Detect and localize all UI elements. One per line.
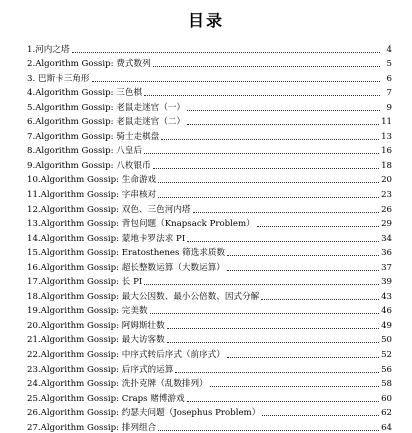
toc-leader-dots [227,357,379,358]
toc-entry-text: 26.Algorithm Gossip: 约瑟夫问题（Josephus Problem） [27,408,261,419]
toc-entry-page: 13 [381,131,392,142]
toc-entry-text: 2.Algorithm Gossip: 费式数列 [27,59,151,70]
toc-leader-dots [261,299,379,300]
toc-entry[interactable] [27,244,392,259]
toc-entry-text: 3. 巴斯卡三角形 [27,73,90,84]
toc-entry-text: 25.Algorithm Gossip: Craps 赌博游戏 [27,393,185,404]
toc-entry-text: 20.Algorithm Gossip: 阿姆斯壮数 [27,320,165,331]
toc-entry[interactable] [27,69,392,84]
toc-entry-text: 16.Algorithm Gossip: 超长整数运算（大数运算） [27,262,225,273]
toc-entry-page: 39 [381,277,392,288]
toc-title: 目录 [187,11,224,30]
toc-leader-dots [153,168,379,169]
toc-entry-page: 56 [381,364,392,375]
toc-entry-text: 5.Algorithm Gossip: 老鼠走迷官（一） [27,102,186,113]
toc-entry-page: 11 [381,117,392,128]
toc-entry-page: 20 [381,175,392,186]
toc-entry-text: 10.Algorithm Gossip: 生命游戏 [27,175,157,186]
toc-entry[interactable] [27,40,392,55]
toc-entry-text: 12.Algorithm Gossip: 双色、三色河内塔 [27,204,191,215]
toc-entry[interactable] [27,156,392,171]
toc-leader-dots [92,81,381,82]
toc-entry[interactable] [27,287,392,302]
toc-entry[interactable] [27,84,392,99]
toc-entry-text: 24.Algorithm Gossip: 洗扑克牌（乱数排列） [27,379,208,390]
toc-entry-text: 11.Algorithm Gossip: 字串核对 [27,190,157,201]
toc-entry[interactable] [27,142,392,157]
toc-entry-text: 7.Algorithm Gossip: 骑士走棋盘 [27,131,160,142]
toc-leader-dots [161,139,379,140]
toc-leader-dots [257,226,379,227]
toc-entry[interactable] [27,229,392,244]
toc-leader-dots [187,110,380,111]
toc-entry[interactable] [27,375,392,390]
toc-entry[interactable] [27,127,392,142]
toc-leader-dots [144,95,380,96]
toc-entry-page: 64 [381,422,392,433]
toc-leader-dots [193,212,380,213]
toc-entry-page: 52 [381,350,392,361]
toc-leader-dots [158,197,379,198]
toc-leader-dots [227,270,379,271]
toc-list [27,40,392,433]
toc-entry-page: 49 [381,320,392,331]
toc-leader-dots [150,313,380,314]
toc-entry[interactable] [27,345,392,360]
toc-entry-page: 16 [381,146,392,157]
toc-entry[interactable] [27,258,392,273]
toc-entry-page: 46 [381,306,392,317]
toc-entry-text: 13.Algorithm Gossip: 背包问题（Knapsack Problem） [27,219,255,230]
toc-entry[interactable] [27,215,392,230]
toc-entry-text: 1.河内之塔 [27,44,70,55]
toc-entry-page: 4 [386,44,392,55]
toc-entry-text: 15.Algorithm Gossip: Eratosthenes 筛选求质数 [27,248,226,259]
toc-entry[interactable] [27,185,392,200]
toc-entry-text: 27.Algorithm Gossip: 排列组合 [27,422,157,433]
toc-entry-page: 6 [386,73,392,84]
toc-entry-text: 6.Algorithm Gossip: 老鼠走迷官（二） [27,117,186,128]
toc-leader-dots [72,52,380,53]
toc-entry[interactable] [27,273,392,288]
toc-leader-dots [158,430,379,431]
toc-leader-dots [158,182,379,183]
toc-entry[interactable] [27,404,392,419]
toc-entry[interactable] [27,360,392,375]
toc-entry-text: 21.Algorithm Gossip: 最大访客数 [27,335,165,346]
toc-leader-dots [227,255,379,256]
toc-entry-text: 14.Algorithm Gossip: 蒙地卡罗法求 PI [27,233,186,244]
toc-entry-text: 9.Algorithm Gossip: 八枚银币 [27,160,151,171]
toc-leader-dots [187,241,379,242]
toc-entry-text: 22.Algorithm Gossip: 中序式转后序式（前序式） [27,350,225,361]
toc-entry[interactable] [27,418,392,433]
toc-entry-page: 62 [381,408,392,419]
toc-entry[interactable] [27,98,392,113]
toc-entry-page: 36 [381,248,392,259]
toc-entry-page: 26 [381,204,392,215]
toc-entry[interactable] [27,200,392,215]
toc-entry[interactable] [27,55,392,70]
toc-entry-page: 29 [381,219,392,230]
toc-entry[interactable] [27,389,392,404]
toc-leader-dots [144,284,379,285]
toc-leader-dots [175,372,379,373]
toc-entry-page: 50 [381,335,392,346]
toc-entry[interactable] [27,302,392,317]
toc-entry[interactable] [27,171,392,186]
toc-leader-dots [144,153,379,154]
toc-leader-dots [167,342,379,343]
toc-entry-text: 17.Algorithm Gossip: 长 PI [27,277,143,288]
toc-leader-dots [153,66,380,67]
toc-leader-dots [167,328,379,329]
toc-entry-text: 18.Algorithm Gossip: 最大公因数、最小公倍数、因式分解 [27,291,260,302]
toc-entry-page: 43 [381,291,392,302]
toc-entry-page: 60 [381,393,392,404]
toc-entry[interactable] [27,316,392,331]
toc-entry-page: 37 [381,262,392,273]
toc-entry-text: 4.Algorithm Gossip: 三色棋 [27,88,143,99]
toc-leader-dots [210,386,379,387]
toc-entry-page: 7 [386,88,392,99]
toc-entry-text: 23.Algorithm Gossip: 后序式的运算 [27,364,174,375]
toc-entry[interactable] [27,331,392,346]
toc-entry-page: 34 [381,233,392,244]
toc-leader-dots [187,401,379,402]
toc-entry-page: 58 [381,379,392,390]
toc-leader-dots [262,415,379,416]
toc-leader-dots [187,124,379,125]
toc-entry-page: 23 [381,190,392,201]
toc-entry-text: 19.Algorithm Gossip: 完美数 [27,306,148,317]
toc-entry-page: 18 [381,160,392,171]
toc-entry-page: 9 [386,102,392,113]
toc-entry-text: 8.Algorithm Gossip: 八皇后 [27,146,143,157]
toc-entry-page: 5 [386,59,392,70]
toc-entry[interactable] [27,113,392,128]
